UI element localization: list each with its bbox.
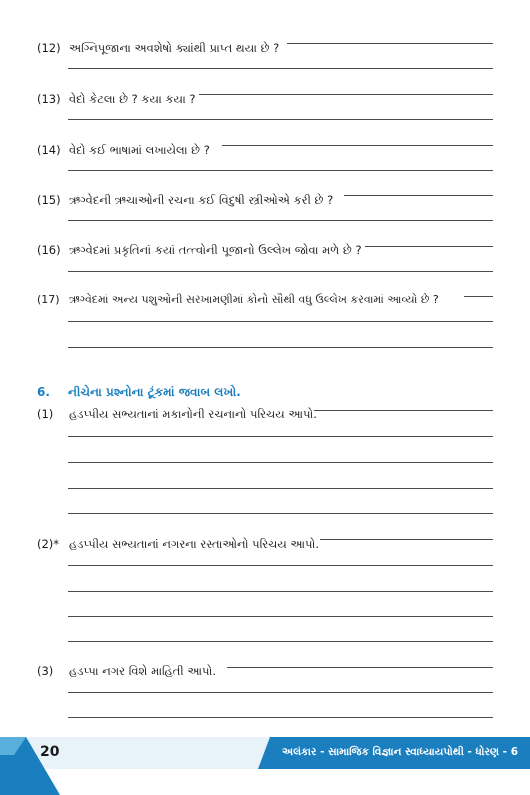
question-17: [37, 293, 439, 307]
answer-line[interactable]: [68, 436, 493, 437]
page-number: 20: [40, 744, 60, 760]
answer-line[interactable]: [199, 94, 493, 95]
answer-line[interactable]: [68, 271, 493, 272]
question-text: હડપ્પીય સભ્યતાનાં નગરના રસ્તાઓનો પરિચય આપો.: [69, 537, 320, 551]
question-15: [37, 193, 333, 207]
answer-line[interactable]: [68, 220, 493, 221]
answer-line[interactable]: [365, 246, 493, 247]
answer-line[interactable]: [68, 513, 493, 514]
answer-line[interactable]: [68, 641, 493, 642]
answer-line[interactable]: [68, 347, 493, 348]
answer-line[interactable]: [68, 488, 493, 489]
answer-line[interactable]: [287, 43, 493, 44]
question-number: (1): [37, 407, 54, 421]
question-number: (17): [37, 293, 60, 306]
question-text: વેદો કેટલા છે ? કયા કયા ?: [69, 92, 196, 106]
question-number: (3): [37, 664, 54, 678]
question-number: (13): [37, 92, 61, 106]
answer-line[interactable]: [68, 717, 493, 718]
answer-line[interactable]: [68, 321, 493, 322]
question-number: (12): [37, 41, 61, 55]
answer-line[interactable]: [68, 692, 493, 693]
answer-line[interactable]: [68, 616, 493, 617]
answer-line[interactable]: [464, 296, 493, 297]
question-text: ઋગ્વેદની ઋચાઓની રચના કઈ વિદુષી સ્ત્રીઓએ કરી છે ?: [69, 193, 334, 207]
short-question-1: [37, 407, 317, 421]
footer-corner-graphic: [0, 737, 140, 795]
question-number: (16): [37, 243, 61, 257]
question-text: ઋગ્વેદમાં પ્રકૃતિનાં કયાં તત્ત્વોની પૂજાનો ઉલ્લેખ જોવા મળે છે ?: [69, 243, 362, 257]
answer-line[interactable]: [68, 565, 493, 566]
question-text: હડપ્પા નગર વિશે માહિતી આપો.: [69, 664, 216, 678]
answer-line[interactable]: [68, 462, 493, 463]
question-number: (2)*: [37, 537, 60, 551]
answer-line[interactable]: [320, 539, 493, 540]
question-text: વેદો કઈ ભાષામાં લખાયેલા છે ?: [69, 143, 210, 157]
answer-line[interactable]: [68, 68, 493, 69]
question-16: [37, 243, 362, 257]
section-title: નીચેના પ્રશ્નોના ટૂંકમાં જવાબ લખો.: [68, 385, 241, 399]
question-number: (14): [37, 143, 61, 157]
answer-line[interactable]: [344, 195, 493, 196]
answer-line[interactable]: [222, 145, 493, 146]
answer-line[interactable]: [68, 170, 493, 171]
short-question-3: [37, 664, 216, 678]
answer-line[interactable]: [314, 410, 493, 411]
question-text: ઋગ્વેદમાં અન્ય પશુઓની સરખામણીમાં કોનો સૌથી વધુ ઉલ્લેખ કરવામાં આવ્યો છે ?: [69, 293, 439, 306]
footer-title: અલંકાર - સામાજિક વિજ્ઞાન સ્વાધ્યાયપોથી - ધોરણ - 6: [282, 746, 518, 758]
answer-line[interactable]: [68, 119, 493, 120]
answer-line[interactable]: [68, 591, 493, 592]
question-text: અગ્નિપૂજાના અવશેષો ક્યાંથી પ્રાપ્ત થયા છે ?: [69, 41, 280, 55]
answer-line[interactable]: [227, 667, 493, 668]
question-text: હડપ્પીય સભ્યતાનાં મકાનોની રચનાનો પરિચય આપો.: [69, 407, 317, 421]
short-question-2: [37, 537, 319, 551]
question-12: [37, 41, 279, 55]
question-13: [37, 92, 196, 106]
question-number: (15): [37, 193, 61, 207]
question-14: [37, 143, 210, 157]
section-number: 6.: [37, 385, 50, 399]
